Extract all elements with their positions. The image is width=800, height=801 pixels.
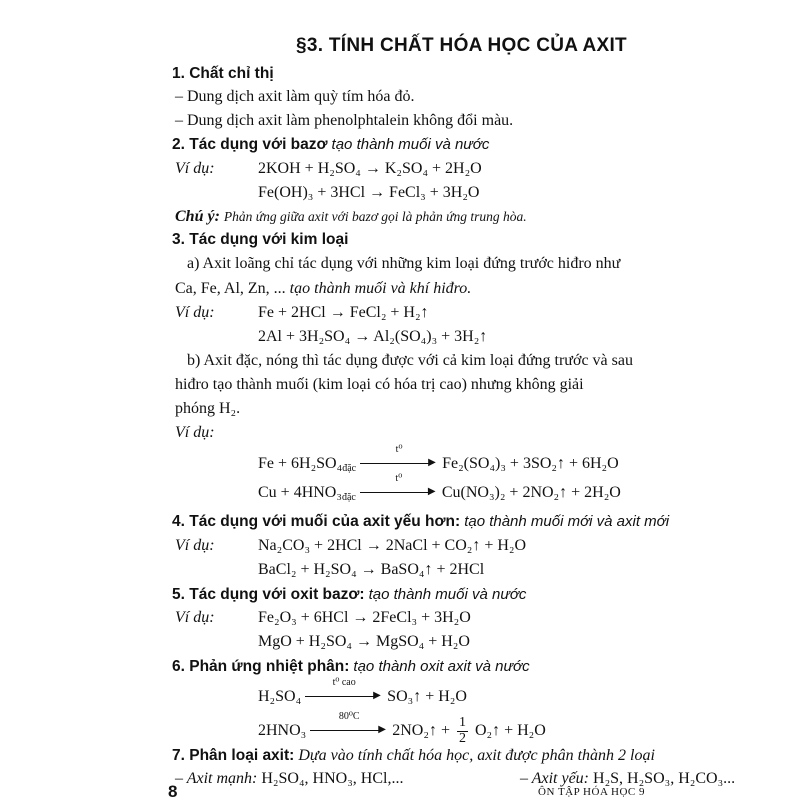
section-4-italic: tạo thành muối mới và axit mới: [464, 513, 670, 530]
page-title: §3. TÍNH CHẤT HÓA HỌC CỦA AXIT: [296, 35, 627, 56]
section-5-heading-line: [172, 587, 526, 603]
strong-acids-label: – Axit mạnh:: [175, 770, 258, 787]
section-6-heading-line: [172, 659, 530, 675]
section-2-note-text: Phản ứng giữa axit với bazơ gọi là phản ứng trung hòa.: [223, 209, 527, 224]
weak-acids-label: – Axit yếu:: [520, 770, 590, 787]
section-7-heading: 7. Phân loại axit:: [172, 747, 295, 764]
book-title: ÔN TẬP HÓA HỌC 9: [538, 786, 646, 798]
section-6-equation-2: [258, 711, 546, 746]
section-7-strong-acids: [175, 771, 403, 787]
section-7-heading-line: [172, 748, 655, 764]
section-5-equation-1: Fe₂O₃ + 6HCl → 2FeCl₃ + 3H₂O: [258, 609, 471, 626]
s6-eq2-mid: 2NO₂↑ +: [392, 721, 450, 739]
section-5-equation-2: MgO + H₂SO₄ → MgSO₄ + H₂O: [258, 633, 470, 650]
section-2-equation-2: Fe(OH)₃ + 3HCl → FeCl₃ + 3H₂O: [258, 184, 480, 201]
section-2-heading: 2. Tác dụng với bazơ: [172, 136, 328, 153]
s6-eq1-left: H₂SO₄: [258, 688, 302, 705]
eq4-sub: đặc: [341, 492, 356, 503]
section-3-b-line-3: phóng H₂.: [175, 400, 241, 417]
section-2-italic: tạo thành muối và nước: [331, 136, 490, 153]
eq3-sub: đặc: [342, 463, 357, 474]
section-5-example-label: Ví dụ:: [175, 609, 215, 626]
strong-acids-list: H₂SO₄, HNO₃, HCl,...: [261, 770, 404, 787]
section-3-b-line-1: b) Axit đặc, nóng thì tác dụng được với cả kim loại đứng trước và sau: [187, 352, 633, 369]
section-3-a-italic: tạo thành muối và khí hiđro.: [289, 280, 472, 297]
section-3-equation-2: 2Al + 3H₂SO₄ → Al₂(SO₄)₃ + 3H₂↑: [258, 328, 488, 345]
section-5-italic: tạo thành muối và nước: [368, 586, 527, 603]
section-3-a-line-2: [175, 281, 471, 297]
section-1-line-2: – Dung dịch axit làm phenolphtalein không đổi màu.: [175, 112, 514, 129]
eq4-right: Cu(NO₃)₂ + 2NO₂↑ + 2H₂O: [441, 484, 621, 501]
eq4-condition: t⁰: [395, 473, 403, 485]
section-7-italic: Dựa vào tính chất hóa học, axit được phân thành 2 loại: [298, 747, 655, 764]
s6-eq2-arrow: 80⁰C ▶: [310, 724, 388, 738]
section-7-weak-acids: [520, 771, 735, 787]
weak-acids-list: H₂S, H₂SO₃, H₂CO₃...: [593, 770, 736, 787]
section-2-heading-line: [172, 137, 489, 153]
section-2-equation-1: 2KOH + H₂SO₄ → K₂SO₄ + 2H₂O: [258, 160, 482, 177]
section-4-equation-2: BaCl₂ + H₂SO₄ → BaSO₄↑ + 2HCl: [258, 561, 485, 578]
section-5-heading: 5. Tác dụng với oxit bazơ:: [172, 586, 365, 603]
section-4-equation-1: Na₂CO₃ + 2HCl → 2NaCl + CO₂↑ + H₂O: [258, 537, 527, 554]
s6-eq2-right: O₂↑ + H₂O: [474, 721, 546, 739]
section-3-equation-4: [258, 473, 621, 503]
section-1-line-1: – Dung dịch axit làm quỳ tím hóa đỏ.: [175, 88, 415, 105]
eq3-arrow: t⁰ ▶: [360, 457, 438, 471]
section-6-heading: 6. Phản ứng nhiệt phân:: [172, 658, 350, 675]
section-3-example-label-2: Ví dụ:: [175, 424, 215, 441]
eq3-condition: t⁰: [395, 444, 403, 456]
section-4-heading: 4. Tác dụng với muối của axit yếu hơn:: [172, 513, 461, 530]
section-4-heading-line: [172, 514, 669, 530]
page-number: 8: [168, 782, 178, 801]
fraction-denominator: 2: [458, 730, 466, 746]
section-1-heading: 1. Chất chỉ thị: [172, 65, 274, 82]
section-3-a-line-1: a) Axit loãng chỉ tác dụng với những kim loại đứng trước hiđro như: [187, 255, 621, 272]
section-3-equation-1: Fe + 2HCl → FeCl₂ + H₂↑: [258, 304, 429, 321]
section-3-b-line-2: hiđro tạo thành muối (kim loại có hóa trị cao) nhưng không giải: [175, 376, 584, 393]
section-2-example-label: Ví dụ:: [175, 160, 215, 177]
section-3-a-metals: Ca, Fe, Al, Zn, ...: [175, 280, 286, 297]
eq4-arrow: t⁰ ▶: [360, 486, 438, 500]
eq4-left: Cu + 4HNO₃: [258, 484, 342, 501]
fraction-numerator: 1: [458, 715, 466, 730]
s6-eq2-left: 2HNO₃: [258, 721, 307, 739]
section-3-equation-3: [258, 444, 619, 474]
section-6-italic: tạo thành oxit axit và nước: [353, 658, 530, 675]
section-3-example-label: Ví dụ:: [175, 304, 215, 321]
s6-eq1-right: SO₃↑ + H₂O: [387, 688, 467, 705]
section-2-note-label: Chú ý:: [175, 208, 220, 225]
s6-eq2-condition: 80⁰C: [338, 711, 360, 723]
eq3-left: Fe + 6H₂SO₄: [258, 455, 343, 472]
section-6-equation-1: [258, 677, 467, 705]
eq3-right: Fe₂(SO₄)₃ + 3SO₂↑ + 6H₂O: [442, 455, 619, 472]
s6-eq1-condition: t⁰ cao: [332, 677, 356, 689]
s6-eq1-arrow: t⁰ cao ▶: [305, 690, 383, 704]
section-2-note: [175, 209, 527, 225]
section-4-example-label: Ví dụ:: [175, 537, 215, 554]
s6-eq2-fraction: [457, 716, 468, 746]
section-3-heading: 3. Tác dụng với kim loại: [172, 231, 349, 248]
